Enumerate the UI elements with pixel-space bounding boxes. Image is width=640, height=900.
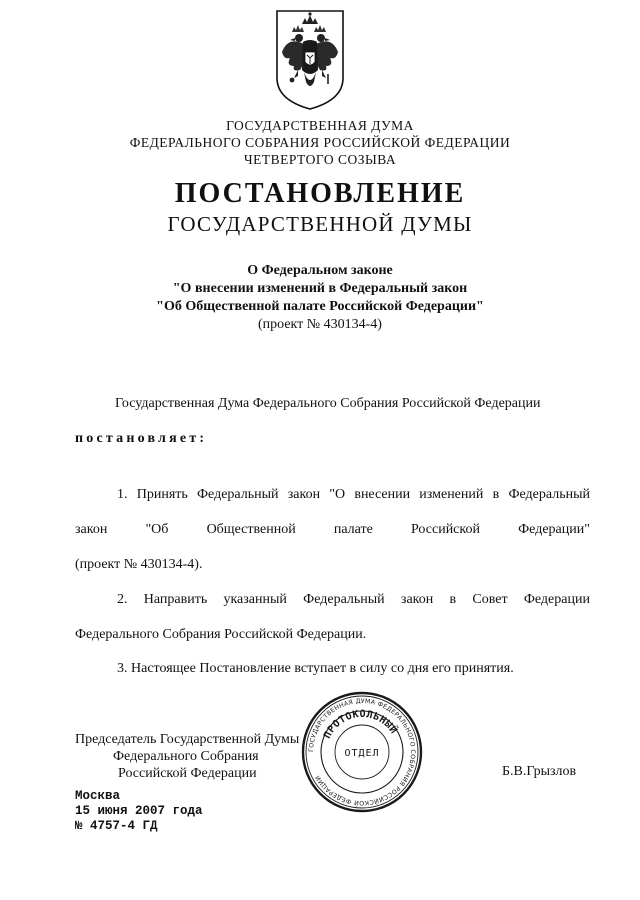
word: в xyxy=(492,487,500,502)
word: Общественной xyxy=(206,522,296,537)
item-1-line-1 xyxy=(117,487,590,503)
issuing-body xyxy=(0,117,640,168)
word: закон xyxy=(75,522,108,537)
word: Совет xyxy=(472,592,508,607)
intro-paragraph: Государственная Дума Федерального Собрания Российской Федерации xyxy=(115,396,541,411)
stamp-middle-text: ПРОТОКОЛЬНЫЙ xyxy=(322,708,400,741)
official-stamp xyxy=(300,690,424,814)
word: изменений xyxy=(419,487,484,502)
word: Федерации xyxy=(523,592,590,607)
word: закон xyxy=(400,592,434,607)
russian-coat-of-arms-icon xyxy=(274,8,346,112)
item-3: 3. Настоящее Постановление вступает в силу со дня его принятия. xyxy=(117,661,514,676)
word: Направить xyxy=(143,592,208,607)
document-subtitle: ГОСУДАРСТВЕННОЙ ДУМЫ xyxy=(167,212,473,236)
word: "О xyxy=(329,487,346,502)
word: 2. xyxy=(117,592,128,607)
word: Федеральный xyxy=(196,487,279,502)
word: "Об xyxy=(145,522,169,537)
item-2-line-2: Федерального Собрания Российской Федерации. xyxy=(75,627,367,642)
issue-details xyxy=(75,789,203,834)
document-title: ПОСТАНОВЛЕНИЕ xyxy=(174,178,466,209)
word: Российской xyxy=(410,522,480,537)
word: внесении xyxy=(354,487,411,502)
decrees-word: постановляет: xyxy=(75,431,208,446)
subject-project-number: (проект № 430134-4) xyxy=(258,317,382,332)
word: Федерации" xyxy=(518,522,590,537)
word: закон xyxy=(287,487,321,502)
item-1-line-2 xyxy=(75,522,590,538)
word: Федеральный xyxy=(303,592,385,607)
org-line-3: ЧЕТВЕРТОГО СОЗЫВА xyxy=(243,152,397,167)
word: палате xyxy=(333,522,373,537)
issue-city: Москва xyxy=(75,789,121,803)
issue-number: № 4757-4 ГД xyxy=(75,819,158,833)
word: 1. xyxy=(117,487,128,502)
subject-block xyxy=(0,262,640,334)
signatory-position xyxy=(75,731,299,782)
stamp-outer-text: ГОСУДАРСТВЕННАЯ ДУМА ФЕДЕРАЛЬНОГО СОБРАНИЯ РОССИЙСКОЙ ФЕДЕРАЦИИ xyxy=(307,697,417,807)
item-2-line-1 xyxy=(117,592,590,608)
word: в xyxy=(449,592,457,607)
position-line-1: Председатель Государственной Думы xyxy=(75,732,300,747)
issue-date: 15 июня 2007 года xyxy=(75,804,203,818)
subject-line-1: О Федеральном законе xyxy=(247,263,393,278)
item-1-line-3: (проект № 430134-4). xyxy=(75,557,203,572)
position-line-3: Российской Федерации xyxy=(118,766,257,781)
stamp-center-text: ОТДЕЛ xyxy=(344,748,380,759)
org-line-2: ФЕДЕРАЛЬНОГО СОБРАНИЯ РОССИЙСКОЙ ФЕДЕРАЦИИ xyxy=(129,135,511,150)
signatory-name: Б.В.Грызлов xyxy=(502,764,577,779)
word: указанный xyxy=(223,592,287,607)
subject-line-2: "О внесении изменений в Федеральный закон xyxy=(172,281,468,296)
position-line-2: Федерального Собрания xyxy=(113,749,259,764)
subject-line-3: "Об Общественной палате Российской Федерации" xyxy=(156,299,484,314)
org-line-1: ГОСУДАРСТВЕННАЯ ДУМА xyxy=(226,118,414,133)
word: Принять xyxy=(136,487,188,502)
word: Федеральный xyxy=(508,487,590,502)
